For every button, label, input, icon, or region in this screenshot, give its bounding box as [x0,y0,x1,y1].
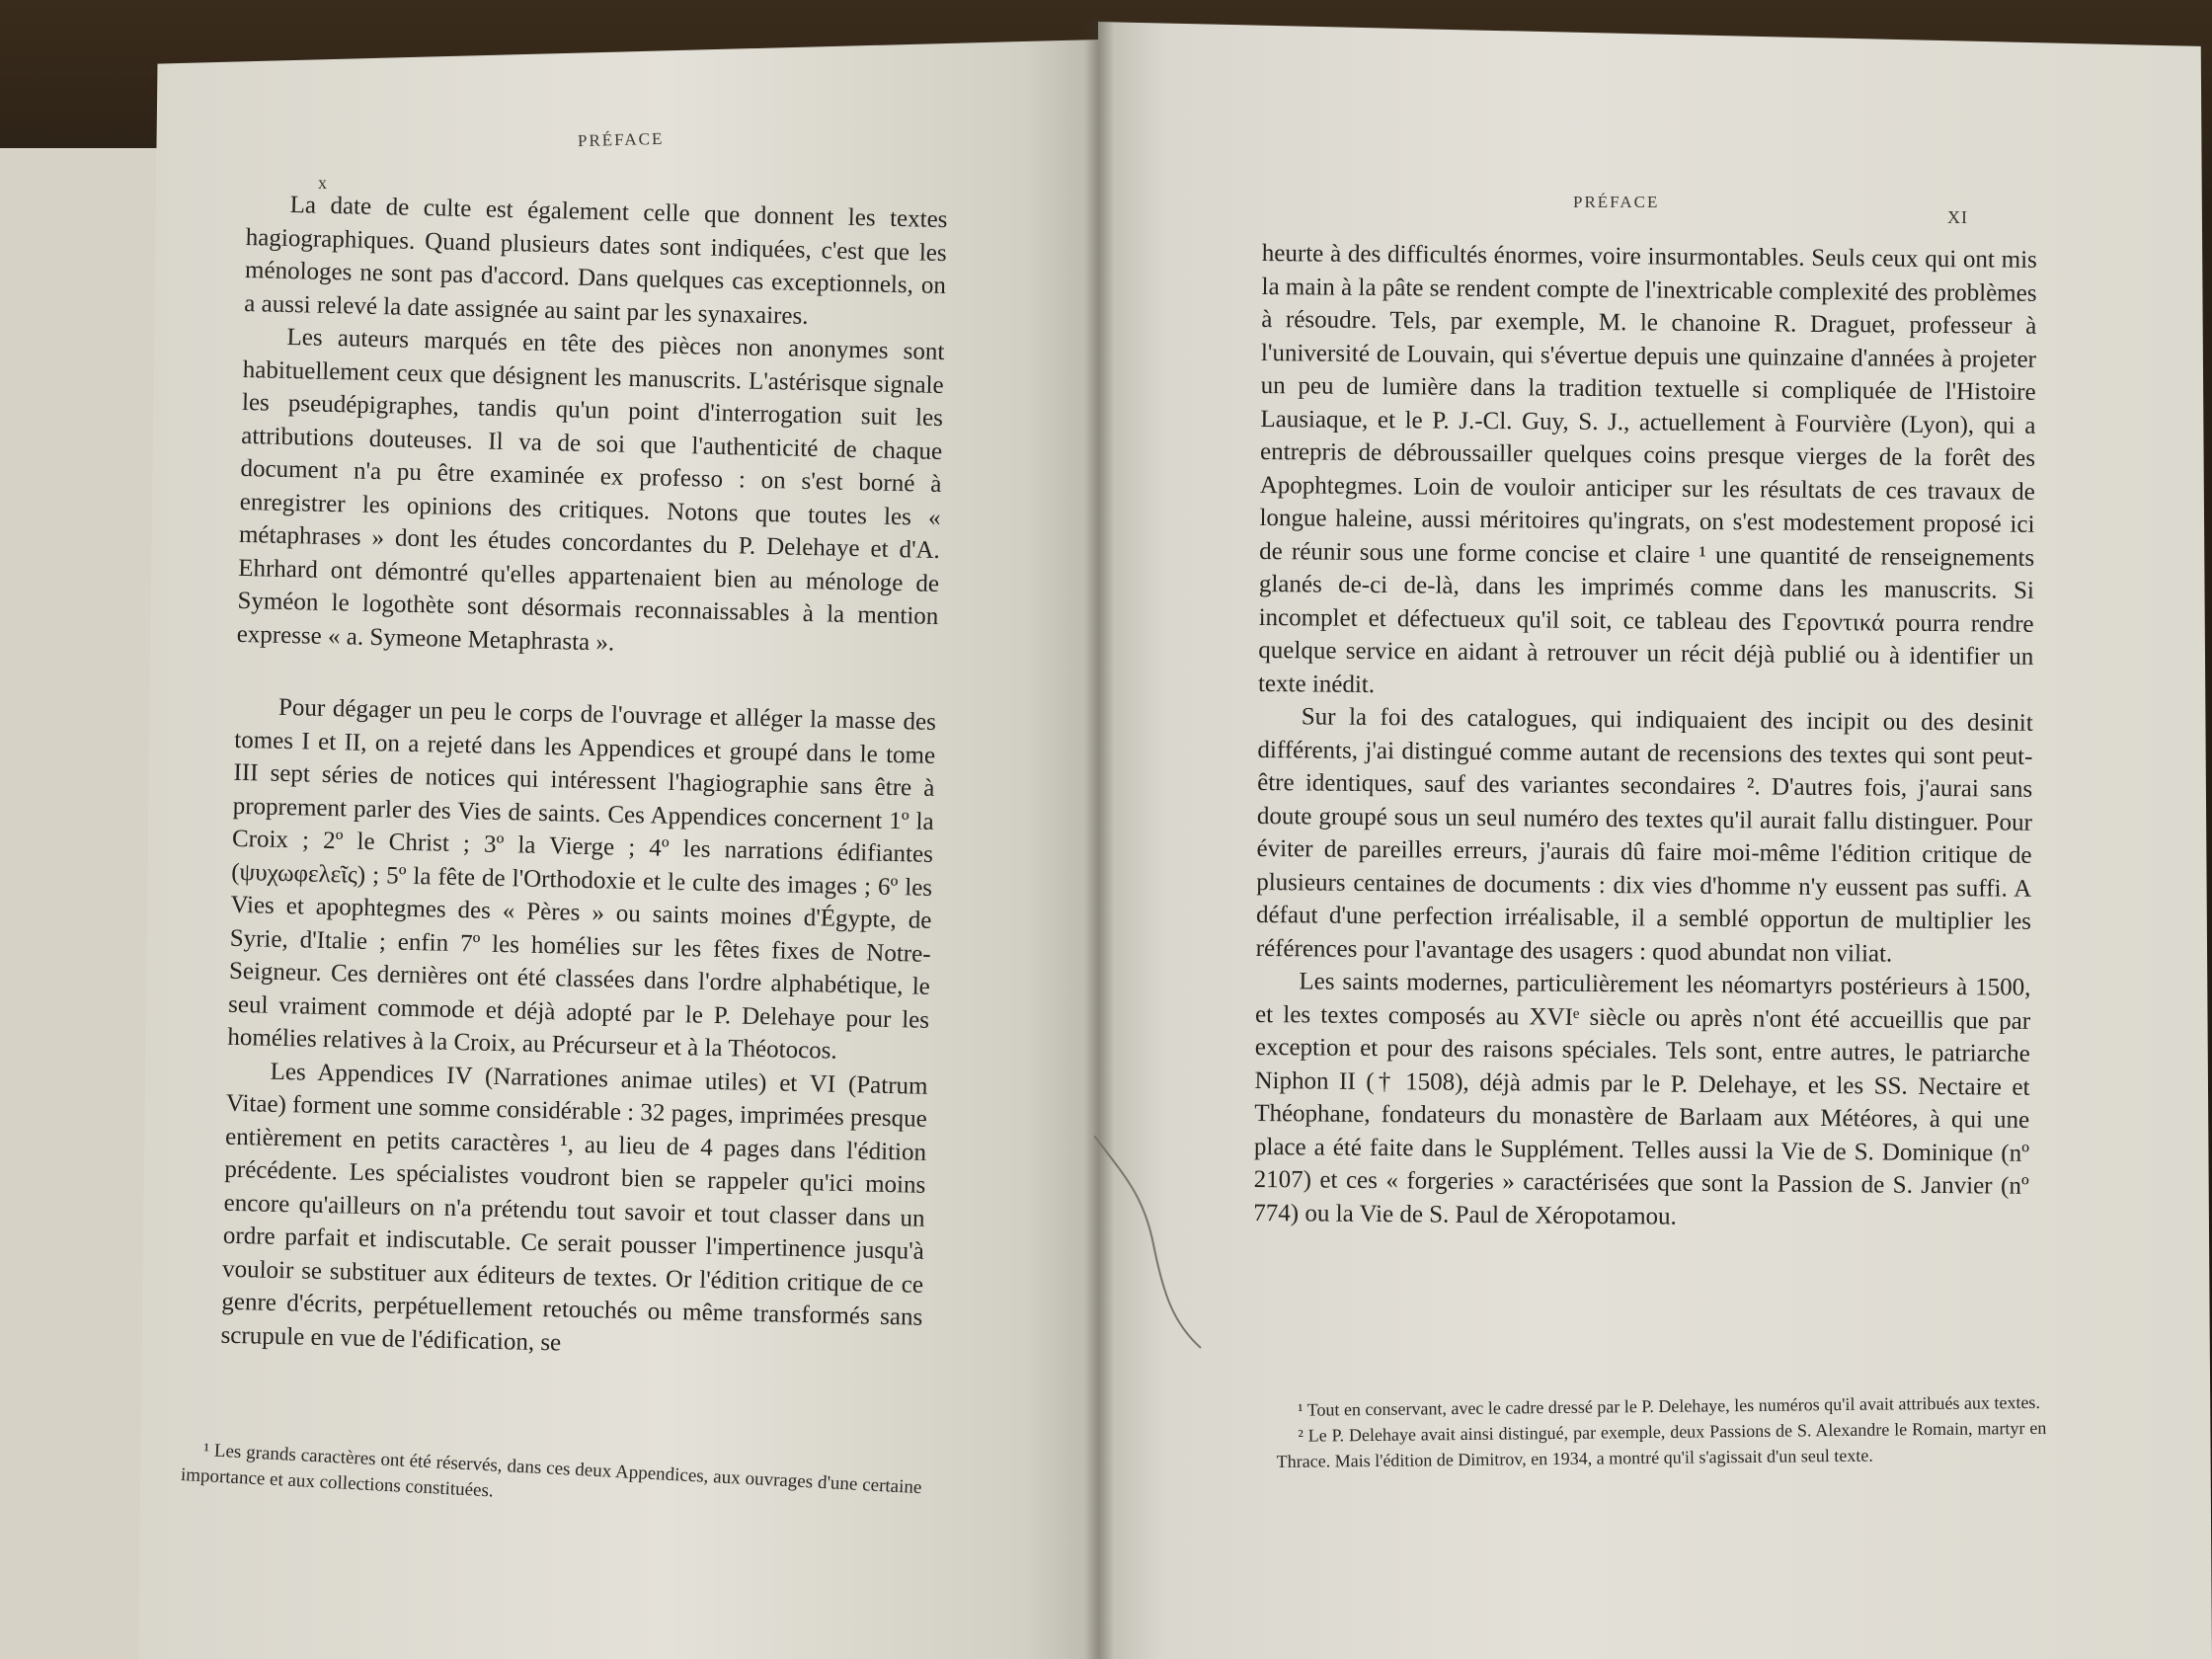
right-paragraph: Les saints modernes, particulièrement les néomartyrs postérieurs à 1500, et les textes composés au XVIᵉ siècle ou après n'ont été accueillis que par exception et pour des raisons spéciales. Tels sont, entre autres, le patriarche Niphon II († 1508), déjà admis par le P. Delehaye, et les SS. Nectaire et Théophane, fondateurs du monastère de Barlaam aux Météores, à qui une place a été faite dans le Supplément. Telles aussi la Vie de S. Dominique (nº 2107) et ces « forgeries » caractérisées que sont la Passion de S. Janvier (nº 774) ou la Vie de S. Paul de Xéropotamou. [1253,968,2031,1230]
left-folio: x [318,173,328,193]
left-running-head: PRÉFACE [577,128,665,151]
footnote: ¹ Les grands caractères ont été réservés, dans ces deux Appendices, aux ouvrages d'une certaine importance et aux collections constituées. [180,1440,922,1502]
right-footnotes [1276,1389,2047,1474]
right-running-head: PRÉFACE [1573,193,1660,211]
left-paragraph: Les Appendices IV (Narrationes animae utiles) et VI (Patrum Vitae) forment une somme considérable : 32 pages, imprimées presque entièrement en petits caractères ¹, au lieu de 4 pages dans l'édition précédente. Les spécialistes voudront bien se rappeler qu'ici moins encore qu'ailleurs on n'a prétendu tout savoir et tout classer dans un ordre parfait et indiscutable. Ce serait pousser l'impertinence jusqu'à vouloir se substituer aux éditeurs de textes. Or l'édition critique de ce genre d'écrits, perpétuellement retouchés ou même transformés sans scrupule en vue de l'édification, se [220,1058,928,1357]
right-folio: XI [1947,207,1968,227]
right-paragraph: Sur la foi des catalogues, qui indiquaient des incipit ou des desinit différents, j'ai distingué comme autant de recensions des textes qui sont peut-être identiques, sauf des variantes secondaires ². D'autres fois, j'aurai sans doute groupé sous un seul numéro des textes qu'il aurait fallu distinguer. Pour éviter de pareilles erreurs, j'aurais dû faire moi-même l'édition critique de plusieurs centaines de documents : dix vies d'homme n'y eussent pas suffi. A défaut d'une perfection irréalisable, il a semblé opportun de multiplier les références pour l'avantage des usagers : quod abundat non viliat. [1255,703,2033,968]
left-paragraph: Pour dégager un peu le corps de l'ouvrage et alléger la masse des tomes I et II, on a rejeté dans les Appendices et groupé dans le tome III sept séries de notices qui intéressent l'hagiographie sans être à proprement parler des Vies de saints. Ces Appendices concernent 1º la Croix ; 2º le Christ ; 3º la Vierge ; 4º les narrations édifiantes (ψυχωφελεῖς) ; 5º la fête de l'Orthodoxie et le culte des images ; 6º les Vies et apophtegmes des « Pères » ou saints moines d'Égypte, de Syrie, d'Italie ; enfin 7º les homélies sur les fêtes fixes de Notre-Seigneur. Ces dernières ont été classées dans l'ordre alphabétique, le seul vraiment commode et déjà adopté par le P. Delehaye pour les homélies relatives à la Croix, au Précurseur et à la Théotocos. [227,693,937,1065]
book-gutter [1084,20,1114,1659]
loose-thread [1094,1136,1213,1353]
right-body-text [1253,237,2037,1236]
footnote: ¹ Tout en conservant, avec le cadre dressé par le P. Delehaye, les numéros qu'il avait attribués aux textes. [1298,1391,2040,1420]
left-body-text [220,188,948,1368]
left-paragraph: Les auteurs marqués en tête des pièces non anonymes sont habituellement ceux que désignent les manuscrits. L'astérisque signale les pseudépigraphes, tandis qu'un point d'interrogation suit les attributions douteuses. Il va de soi que l'authenticité de chaque document n'a pu être examinée ex professo : on s'est borné à enregistrer les opinions des critiques. Notons que toutes les « métaphrases » dont les études concordantes du P. Delehaye et d'A. Ehrhard ont démontré qu'elles appartenaient bien au ménologe de Syméon le logothète sont désormais reconnaissables à la mention expresse « a. Symeone Metaphrasta ». [236,323,945,657]
right-paragraph: heurte à des difficultés énormes, voire insurmontables. Seuls ceux qui ont mis la main à la pâte se rendent compte de l'inextricable complexité des problèmes à résoudre. Tels, par exemple, M. le chanoine R. Draguet, professeur à l'université de Louvain, qui s'évertue depuis une quinzaine d'années à projeter un peu de lumière dans la tradition textuelle si compliquée de l'Histoire Lausiaque, et le P. J.-Cl. Guy, S. J., actuellement à Fourvière (Lyon), qui a entrepris de débroussailler quelques coins presque vierges de la forêt des Apophtegmes. Loin de vouloir anticiper sur les résultats de ces travaux de longue haleine, aussi méritoires qu'ingrats, on s'est modestement proposé ici de réunir sous une forme concise et claire ¹ une quantité de renseignements glanés de-ci de-là, dans les imprimés comme dans les manuscrits. Si incomplet et défectueux qu'il soit, ce tableau des Γεροντικά pourra rendre quelque service en aidant à retrouver un récit déjà publié ou à identifier un texte inédit. [1257,239,2037,698]
left-paragraph: La date de culte est également celle que donnent les textes hagiographiques. Quand plusieurs dates sont indiquées, c'est que les ménologes ne sont pas d'accord. Dans quelques cas exceptionnels, on a aussi relevé la date assignée au saint par les synaxaires. [244,191,948,330]
footnote: ² Le P. Delehaye avait ainsi distingué, par exemple, deux Passions de S. Alexandre le Romain, martyr en Thrace. Mais l'édition de Dimitrov, en 1934, a montré qu'il s'agissait d'un seul texte. [1276,1417,2047,1471]
